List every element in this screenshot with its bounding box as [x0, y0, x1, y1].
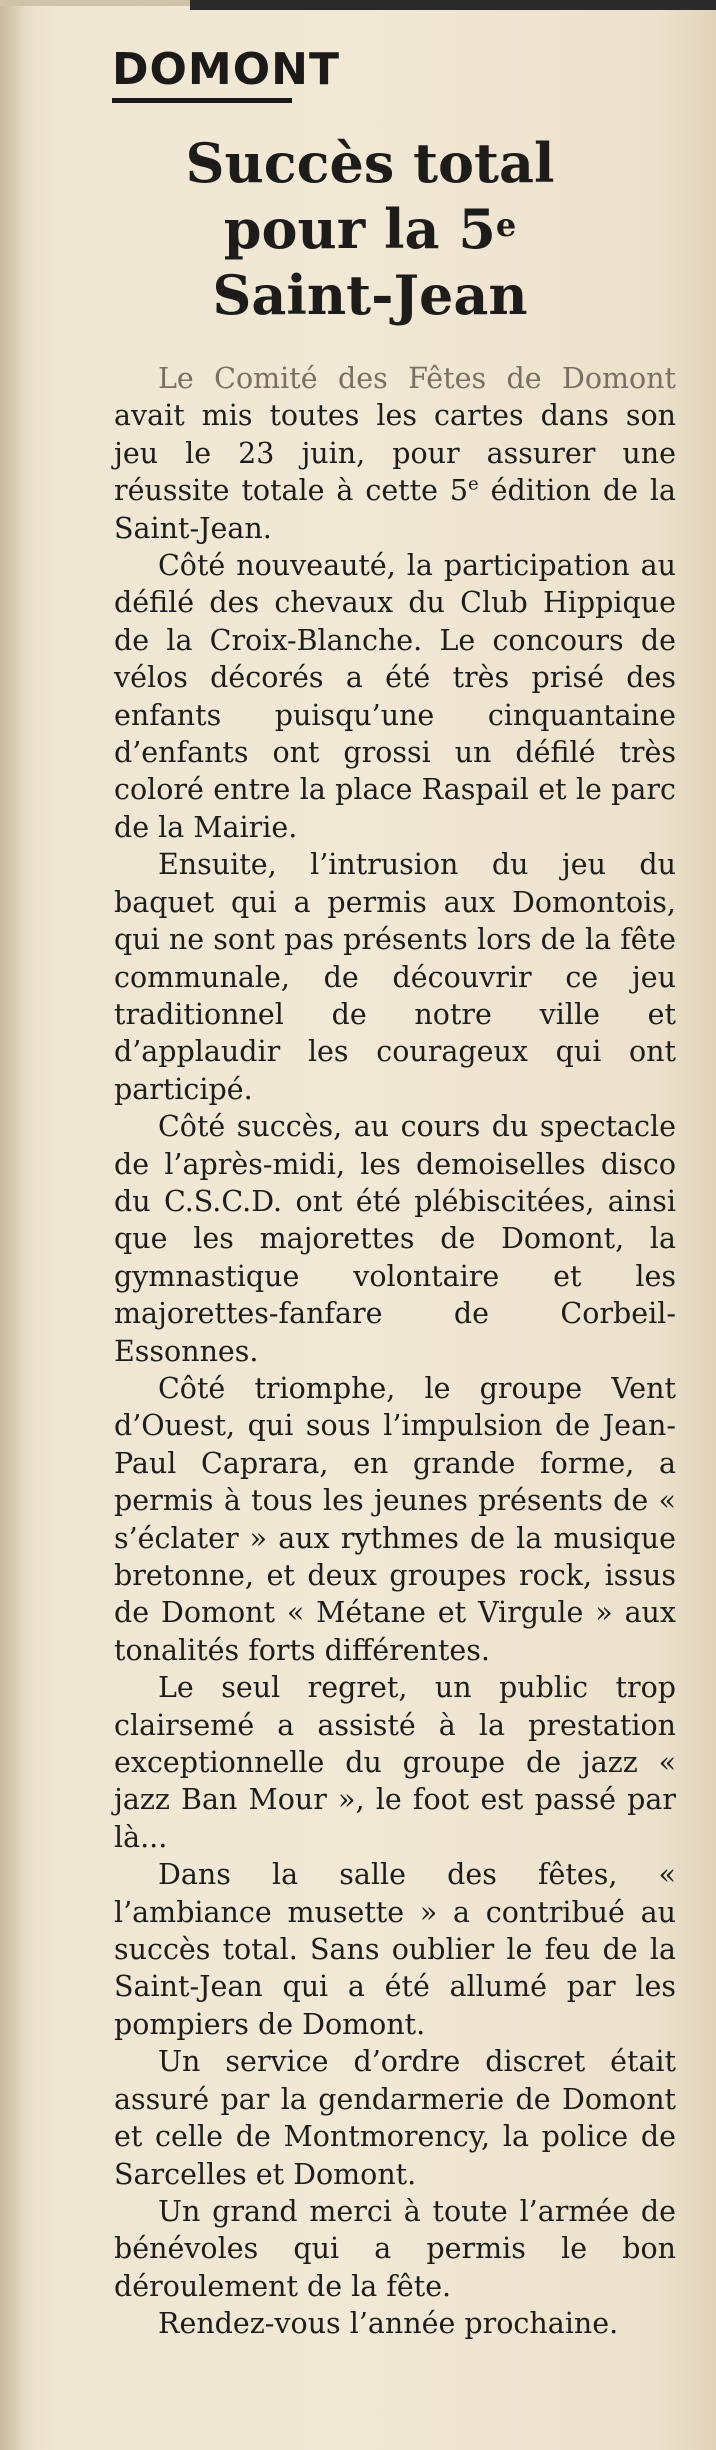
- page-edge-shadow: [0, 0, 34, 2450]
- paragraph-4: Côté succès, au cours du spectacle de l’après-midi, les demoiselles disco du C.S.C.D. ont été plébiscitées, ainsi que les majorettes de Domont, la gymnastique volontaire et les majorettes-fanfare de Corbeil-Essonnes.: [114, 1110, 676, 1368]
- paragraph-1: Le Comité des Fêtes de Domont avait mis toutes les cartes dans son jeu le 23 juin, pour assurer une réussite totale à cette 5e édition de la Saint-Jean.: [114, 362, 677, 545]
- headline-line-1: Succès total: [185, 131, 555, 195]
- headline-line-3: Saint-Jean: [212, 263, 528, 327]
- top-edge-light: [0, 0, 190, 6]
- article-body: [114, 360, 676, 2343]
- top-edge-dark: [190, 0, 716, 10]
- paragraph-2: Côté nouveauté, la participation au défilé des chevaux du Club Hippique de la Croix-Blanche. Le concours de vélos décorés a été très prisé des enfants puisqu’une cinquantaine d’enfants ont grossi un défilé très coloré entre la place Raspail et le parc de la Mairie.: [114, 549, 676, 844]
- section-underline: [112, 98, 292, 103]
- paragraph-3: Ensuite, l’intrusion du jeu du baquet qui a permis aux Domontois, qui ne sont pas présents lors de la fête communale, de découvrir ce jeu traditionnel de notre ville et d’applaudir les courageux qui ont participé.: [114, 848, 676, 1106]
- headline-line-2: pour la 5e: [223, 197, 517, 261]
- paragraph-5: Côté triomphe, le groupe Vent d’Ouest, qui sous l’impulsion de Jean-Paul Caprara, en grande forme, a permis à tous les jeunes présents de « s’éclater » aux rythmes de la musique bretonne, et deux groupes rock, issus de Domont « Métane et Virgule » aux tonalités forts différentes.: [114, 1371, 676, 1667]
- section-label: DOMONT: [112, 44, 340, 95]
- paragraph-9: Un grand merci à toute l’armée de bénévoles qui a permis le bon déroulement de la fête.: [114, 2194, 676, 2303]
- headline: [120, 130, 620, 328]
- paragraph-7: Dans la salle des fêtes, « l’ambiance musette » a contribué au succès total. Sans oublier le feu de la Saint-Jean qui a été allumé par les pompiers de Domont.: [114, 1858, 676, 2041]
- paragraph-8: Un service d’ordre discret était assuré par la gendarmerie de Domont et celle de Montmorency, la police de Sarcelles et Domont.: [114, 2045, 676, 2191]
- paragraph-10: Rendez-vous l’année prochaine.: [158, 2307, 619, 2341]
- paragraph-6: Le seul regret, un public trop clairsemé a assisté à la prestation exceptionnelle du groupe de jazz « jazz Ban Mour », le foot est passé par là...: [114, 1671, 676, 1854]
